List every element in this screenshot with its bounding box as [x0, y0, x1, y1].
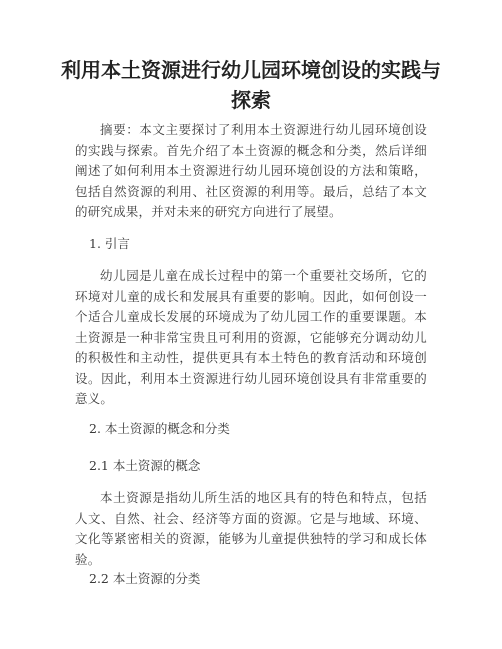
- section-2-1-heading: 2.1 本土资源的概念: [89, 458, 201, 473]
- section-2-heading: 2. 本土资源的概念和分类: [89, 421, 230, 436]
- section-2-1-paragraph: 本土资源是指幼儿所生活的地区具有的特色和特点，包括人文、自然、社会、经济等方面的资源。它是与地域、环境、文化等紧密相关的资源，能够为儿童提供独特的学习和成长体验。: [75, 490, 427, 567]
- section-1-paragraph: 幼儿园是儿童在成长过程中的第一个重要社交场所，它的环境对儿童的成长和发展具有重要的影响。因此，如何创设一个适合儿童成长发展的环境成为了幼儿园工作的重要课题。本土资源是一种非常宝贵且可利用的资源，它能够充分调动幼儿的积极性和主动性，提供更具有本土特色的教育活动和环境创设。因此，利用本土资源进行幼儿园环境创设具有非常重要的意义。: [75, 268, 427, 406]
- section-1-heading: 1. 引言: [89, 236, 130, 251]
- abstract-paragraph: 摘要：本文主要探讨了利用本土资源进行幼儿园环境创设的实践与探索。首先介绍了本土资源的概念和分类，然后详细阐述了如何利用本土资源进行幼儿园环境创设的方法和策略，包括自然资源的利用、社区资源的利用等。最后，总结了本文的研究成果，并对未来的研究方向进行了展望。: [75, 122, 427, 219]
- section-2-2-heading: 2.2 本土资源的分类: [89, 571, 201, 586]
- document-title: 利用本土资源进行幼儿园环境创设的实践与探索: [61, 58, 441, 112]
